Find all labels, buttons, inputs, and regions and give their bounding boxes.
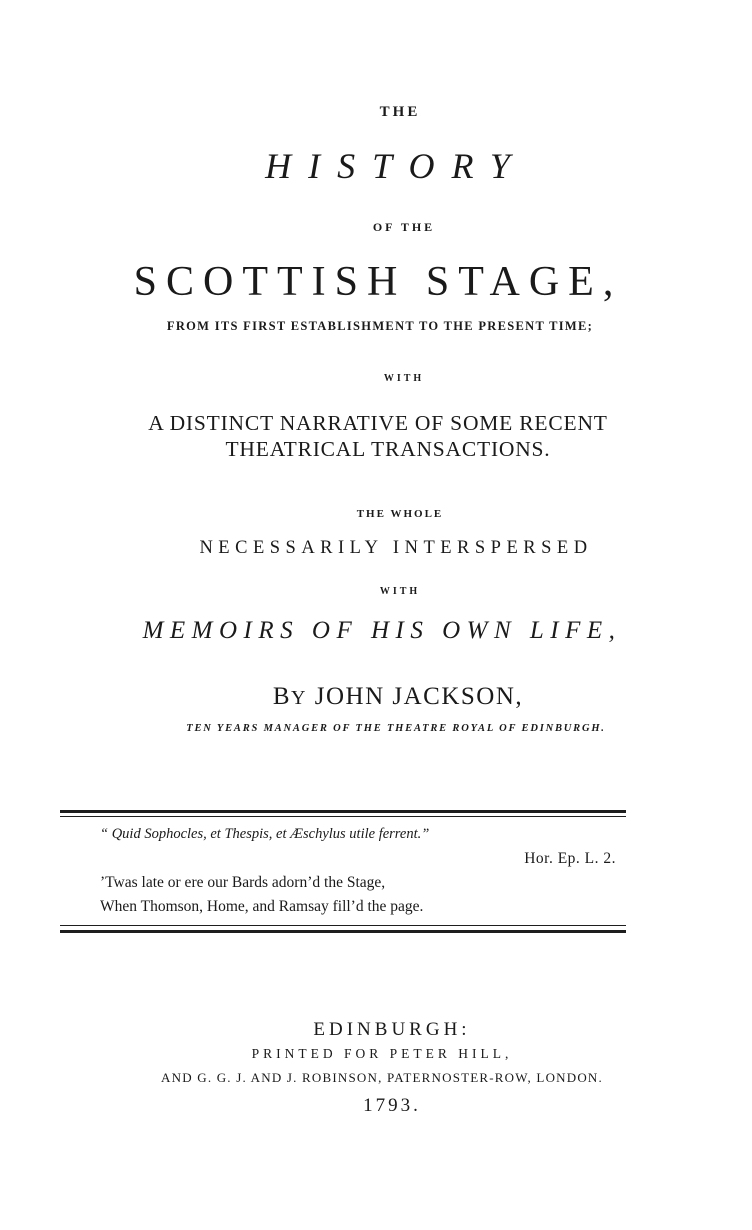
subtitle-memoirs: MEMOIRS OF HIS OWN LIFE,: [142, 617, 622, 644]
author-line: [0, 683, 752, 711]
epigraph-line-1: ’Twas late or ere our Bards adorn’d the Stage,: [100, 874, 386, 891]
epigraph-latin: “ Quid Sophocles, et Thespis, et Æschylus utile ferrent.”: [100, 826, 430, 842]
heading-of-the: OF THE: [372, 220, 436, 234]
heading-history: HISTORY: [265, 146, 527, 186]
subtitle-necessarily: NECESSARILY INTERSPERSED: [199, 538, 593, 558]
top-rule-thin: [60, 816, 626, 817]
connector-the-whole: THE WHOLE: [356, 508, 444, 520]
top-rule-thick: [60, 810, 626, 813]
subtitle-distinct-line-1: A DISTINCT NARRATIVE OF SOME RECENT: [148, 411, 608, 435]
author-name: JOHN JACKSON,: [306, 683, 524, 710]
by-prefix: B: [272, 683, 292, 710]
bottom-rule-thin: [60, 925, 626, 926]
epigraph-citation: Hor. Ep. L. 2.: [524, 850, 616, 867]
heading-the: THE: [379, 104, 421, 120]
imprint-publishers: AND G. G. J. AND J. ROBINSON, PATERNOSTER-ROW, LONDON.: [161, 1070, 603, 1085]
bottom-rule-thick: [60, 930, 626, 933]
connector-with-1: WITH: [383, 373, 425, 384]
heading-scottish-stage: SCOTTISH STAGE,: [133, 259, 623, 305]
imprint-printed-for: PRINTED FOR PETER HILL,: [251, 1046, 513, 1061]
subtitle-distinct-line-2: THEATRICAL TRANSACTIONS.: [225, 437, 551, 461]
imprint-city: EDINBURGH:: [313, 1019, 471, 1040]
author-role: TEN YEARS MANAGER OF THE THEATRE ROYAL OF EDINBURGH.: [186, 723, 606, 734]
subtitle-from: FROM ITS FIRST ESTABLISHMENT TO THE PRESENT TIME;: [166, 319, 594, 333]
by-suffix: Y: [291, 687, 307, 709]
connector-with-2: WITH: [379, 586, 421, 597]
imprint-year: 1793.: [363, 1095, 421, 1116]
epigraph-line-2: When Thomson, Home, and Ramsay fill’d the page.: [100, 898, 424, 915]
